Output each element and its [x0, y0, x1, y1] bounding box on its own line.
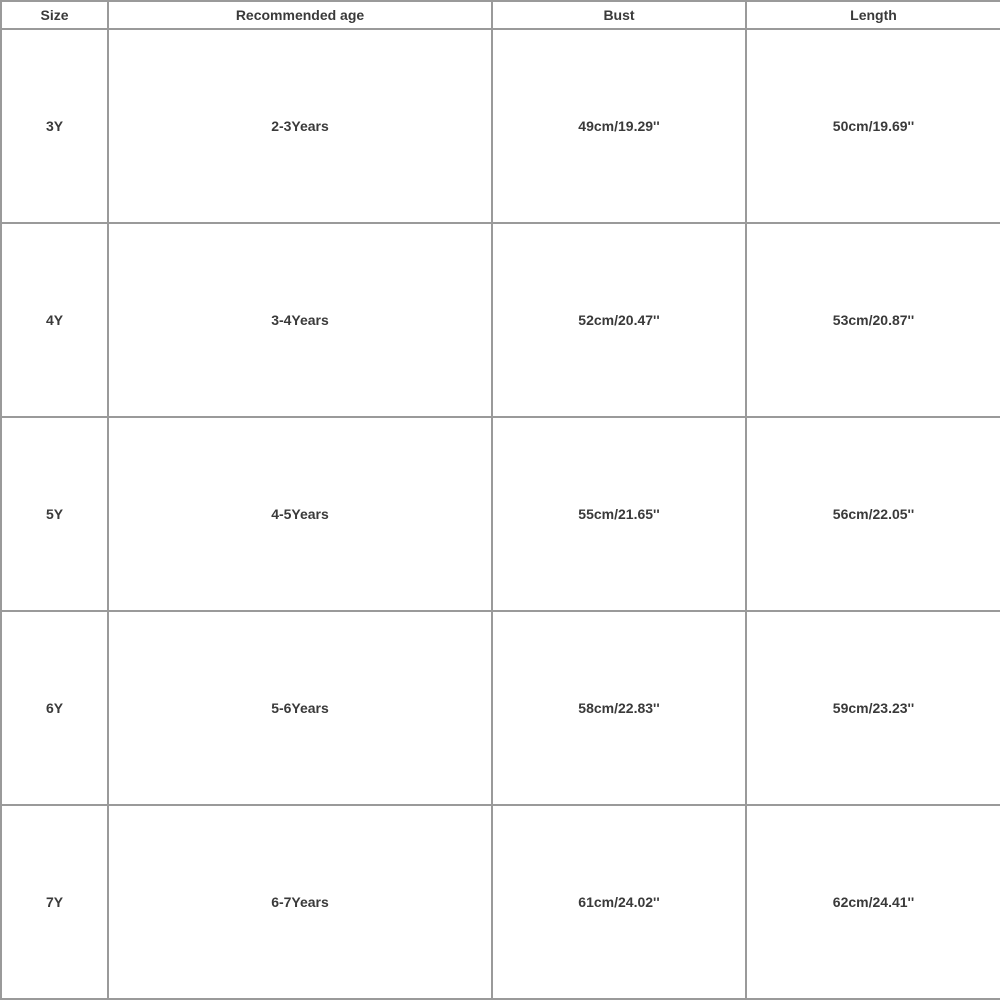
- size-cell: 3Y: [1, 29, 108, 223]
- header-row: [1, 1, 1000, 29]
- size-cell: 6Y: [1, 611, 108, 805]
- table-row: [1, 29, 1000, 223]
- table-body: [1, 29, 1000, 999]
- table-row: [1, 223, 1000, 417]
- size-cell: 7Y: [1, 805, 108, 999]
- table-header: [1, 1, 1000, 29]
- age-cell: 6-7Years: [108, 805, 492, 999]
- age-cell: 5-6Years: [108, 611, 492, 805]
- header-bust: Bust: [492, 1, 746, 29]
- table-row: [1, 611, 1000, 805]
- bust-cell: 52cm/20.47'': [492, 223, 746, 417]
- length-cell: 56cm/22.05'': [746, 417, 1000, 611]
- header-size: Size: [1, 1, 108, 29]
- length-cell: 50cm/19.69'': [746, 29, 1000, 223]
- bust-cell: 61cm/24.02'': [492, 805, 746, 999]
- bust-cell: 49cm/19.29'': [492, 29, 746, 223]
- bust-cell: 55cm/21.65'': [492, 417, 746, 611]
- size-cell: 5Y: [1, 417, 108, 611]
- length-cell: 59cm/23.23'': [746, 611, 1000, 805]
- table-row: [1, 417, 1000, 611]
- length-cell: 53cm/20.87'': [746, 223, 1000, 417]
- bust-cell: 58cm/22.83'': [492, 611, 746, 805]
- age-cell: 2-3Years: [108, 29, 492, 223]
- age-cell: 4-5Years: [108, 417, 492, 611]
- length-cell: 62cm/24.41'': [746, 805, 1000, 999]
- header-recommended-age: Recommended age: [108, 1, 492, 29]
- table-row: [1, 805, 1000, 999]
- header-length: Length: [746, 1, 1000, 29]
- age-cell: 3-4Years: [108, 223, 492, 417]
- size-cell: 4Y: [1, 223, 108, 417]
